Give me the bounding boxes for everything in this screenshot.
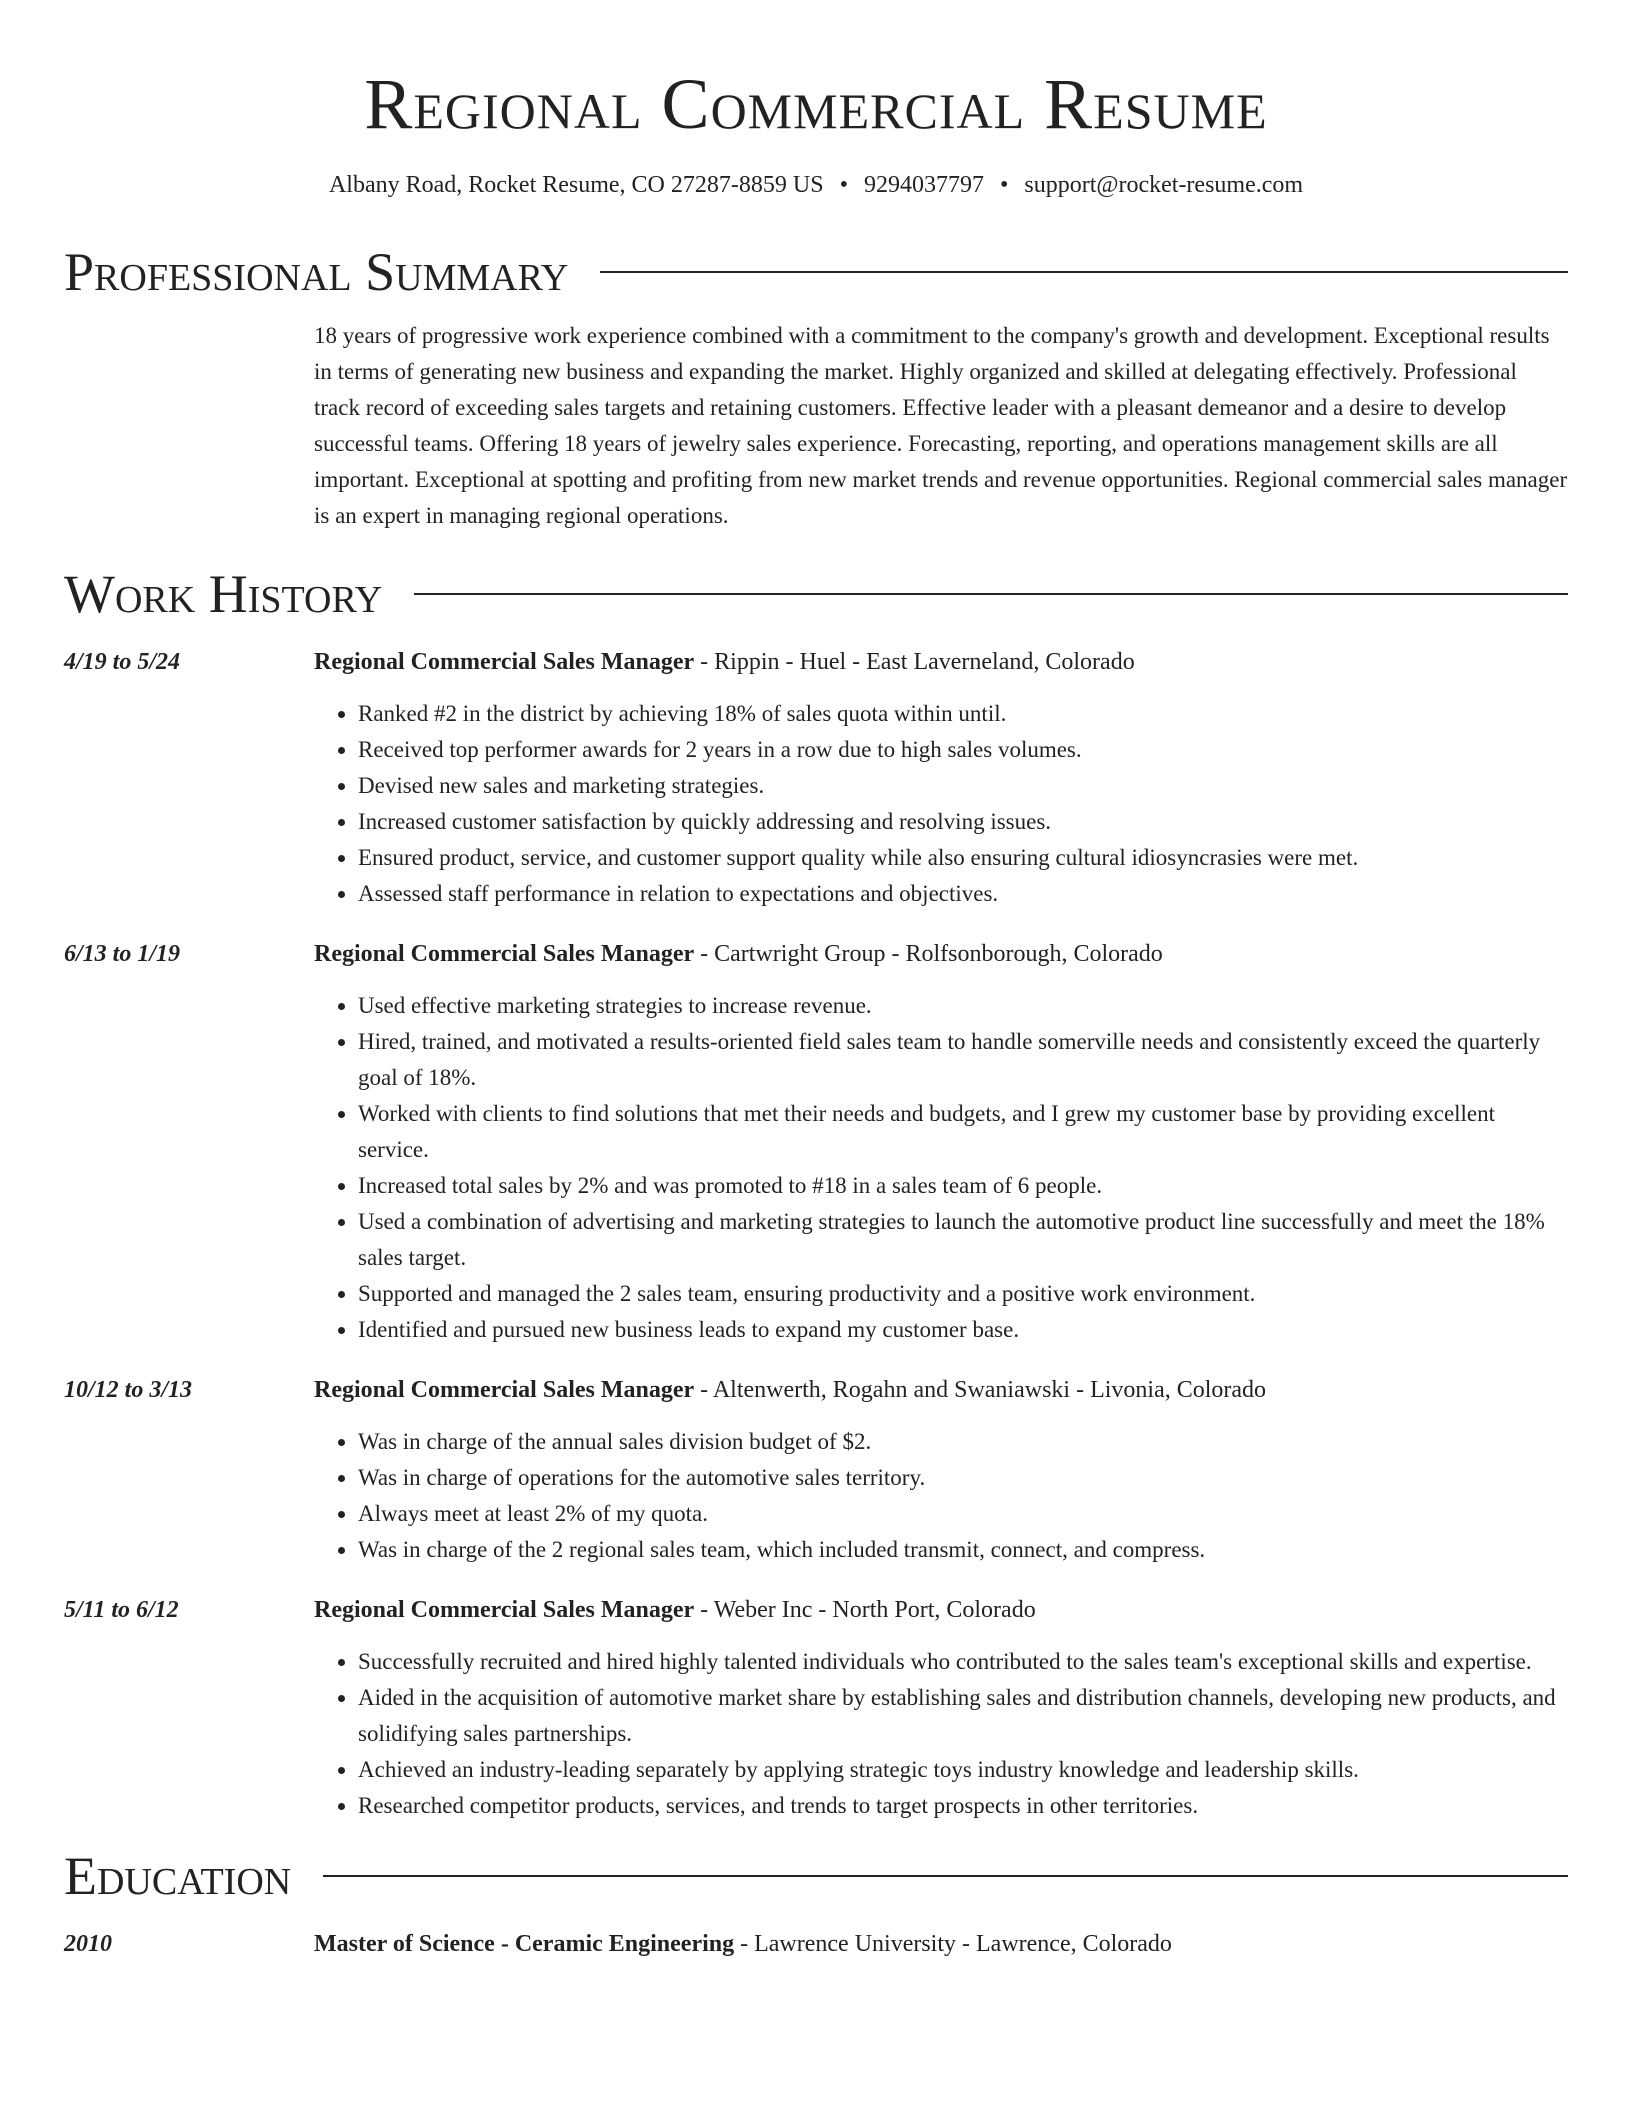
job-bullet-list	[314, 988, 1568, 1348]
job-bullet-item: • Successfully recruited and hired highly talented individuals who contributed to the sales team's exceptional skills and expertise.	[358, 1644, 1568, 1680]
job-bullet-item: • Was in charge of operations for the automotive sales territory.	[358, 1460, 1568, 1496]
job-header-row	[64, 644, 1568, 680]
job-employer-location: - Altenwerth, Rogahn and Swaniawski - Livonia, Colorado	[694, 1377, 1267, 1403]
contact-address: Albany Road, Rocket Resume, CO 27287-8859 US	[328, 172, 824, 198]
job-employer-location: - Rippin - Huel - East Laverneland, Colorado	[694, 649, 1135, 675]
job-entry	[64, 1592, 1568, 1824]
contact-separator: •	[839, 172, 848, 198]
job-position-line	[314, 936, 1568, 972]
job-bullet-item: • Used a combination of advertising and marketing strategies to launch the automotive product line successfully and meet the 18% sales target.	[358, 1204, 1568, 1276]
job-bullet-item: • Worked with clients to find solutions that met their needs and budgets, and I grew my customer base by providing excellent service.	[358, 1096, 1568, 1168]
resume-page	[64, 0, 1568, 1962]
job-dates: 6/13 to 1/19	[64, 941, 181, 967]
job-title: Regional Commercial Sales Manager	[314, 941, 695, 967]
work-section-header	[64, 562, 1568, 626]
job-title: Regional Commercial Sales Manager	[314, 1377, 695, 1403]
job-header-row	[64, 936, 1568, 972]
section-divider	[323, 1875, 1568, 1877]
summary-text: 18 years of progressive work experience combined with a commitment to the company's growth and development. Exceptional results in terms of generating new business and expanding the market. Highly organized and skilled at delegating effectively. Professional track record of exceeding sales targets and retaining customers. Effective leader with a pleasant demeanor and a desire to develop successful teams. Offering 18 years of jewelry sales experience. Forecasting, reporting, and operations management skills are all important. Exceptional at spotting and profiting from new market trends and revenue opportunities. Regional commercial sales manager is an expert in managing regional operations.	[314, 323, 1568, 528]
job-bullet-item: • Hired, trained, and motivated a results-oriented field sales team to handle somerville needs and consistently exceed the quarterly goal of 18%.	[358, 1024, 1568, 1096]
resume-title: Regional Commercial Resume	[364, 64, 1268, 144]
job-employer-location: - Weber Inc - North Port, Colorado	[694, 1597, 1036, 1623]
job-position-line	[314, 1372, 1568, 1408]
work-heading: Work History	[64, 564, 383, 624]
work-history-list	[64, 644, 1568, 1824]
contact-email: support@rocket-resume.com	[1024, 172, 1304, 198]
job-bullet-item: • Ensured product, service, and customer support quality while also ensuring cultural idiosyncrasies were met.	[358, 840, 1568, 876]
job-position-line	[314, 644, 1568, 680]
job-entry	[64, 1372, 1568, 1568]
job-bullet-item: • Assessed staff performance in relation to expectations and objectives.	[358, 876, 1568, 912]
section-divider	[414, 593, 1568, 595]
education-heading: Education	[64, 1846, 292, 1906]
job-bullet-item: • Supported and managed the 2 sales team, ensuring productivity and a positive work environment.	[358, 1276, 1568, 1312]
education-degree: Master of Science - Ceramic Engineering	[314, 1931, 735, 1957]
summary-heading: Professional Summary	[64, 242, 569, 302]
contact-separator: •	[999, 172, 1009, 198]
contact-line	[64, 170, 1568, 200]
job-bullet-item: • Researched competitor products, services, and trends to target prospects in other territories.	[358, 1788, 1568, 1824]
education-list	[64, 1926, 1568, 1962]
job-bullet-item: • Devised new sales and marketing strategies.	[358, 768, 1568, 804]
education-school-location: - Lawrence University - Lawrence, Colorado	[734, 1931, 1172, 1957]
education-entry	[64, 1926, 1568, 1962]
job-entry	[64, 936, 1568, 1348]
job-position-line	[314, 1592, 1568, 1628]
job-bullet-item: • Ranked #2 in the district by achieving 18% of sales quota within until.	[358, 696, 1568, 732]
job-bullet-item: • Identified and pursued new business leads to expand my customer base.	[358, 1312, 1568, 1348]
job-employer-location: - Cartwright Group - Rolfsonborough, Colorado	[694, 941, 1163, 967]
summary-section-header	[64, 240, 1568, 304]
job-bullet-item: • Used effective marketing strategies to increase revenue.	[358, 988, 1568, 1024]
job-bullet-list	[314, 696, 1568, 912]
job-bullet-item: • Increased total sales by 2% and was promoted to #18 in a sales team of 6 people.	[358, 1168, 1568, 1204]
job-header-row	[64, 1592, 1568, 1628]
section-divider	[600, 271, 1568, 273]
contact-phone: 9294037797	[863, 172, 984, 198]
job-bullet-item: • Aided in the acquisition of automotive market share by establishing sales and distribution channels, developing new products, and solidifying sales partnerships.	[358, 1680, 1568, 1752]
job-header-row	[64, 1372, 1568, 1408]
job-bullet-list	[314, 1424, 1568, 1568]
education-year: 2010	[64, 1931, 112, 1957]
job-dates: 10/12 to 3/13	[64, 1377, 193, 1403]
job-title: Regional Commercial Sales Manager	[314, 649, 695, 675]
education-section-header	[64, 1844, 1568, 1908]
job-bullet-item: • Was in charge of the annual sales division budget of $2.	[358, 1424, 1568, 1460]
job-bullet-item: • Always meet at least 2% of my quota.	[358, 1496, 1568, 1532]
job-bullet-item: • Achieved an industry-leading separately by applying strategic toys industry knowledge and leadership skills.	[358, 1752, 1568, 1788]
education-line	[314, 1926, 1568, 1962]
job-title: Regional Commercial Sales Manager	[314, 1597, 695, 1623]
job-entry	[64, 644, 1568, 912]
job-bullet-list	[314, 1644, 1568, 1824]
job-bullet-item: • Increased customer satisfaction by quickly addressing and resolving issues.	[358, 804, 1568, 840]
job-dates: 4/19 to 5/24	[64, 649, 181, 675]
job-bullet-item: • Was in charge of the 2 regional sales team, which included transmit, connect, and compress.	[358, 1532, 1568, 1568]
job-bullet-item: • Received top performer awards for 2 years in a row due to high sales volumes.	[358, 732, 1568, 768]
job-dates: 5/11 to 6/12	[64, 1597, 179, 1623]
